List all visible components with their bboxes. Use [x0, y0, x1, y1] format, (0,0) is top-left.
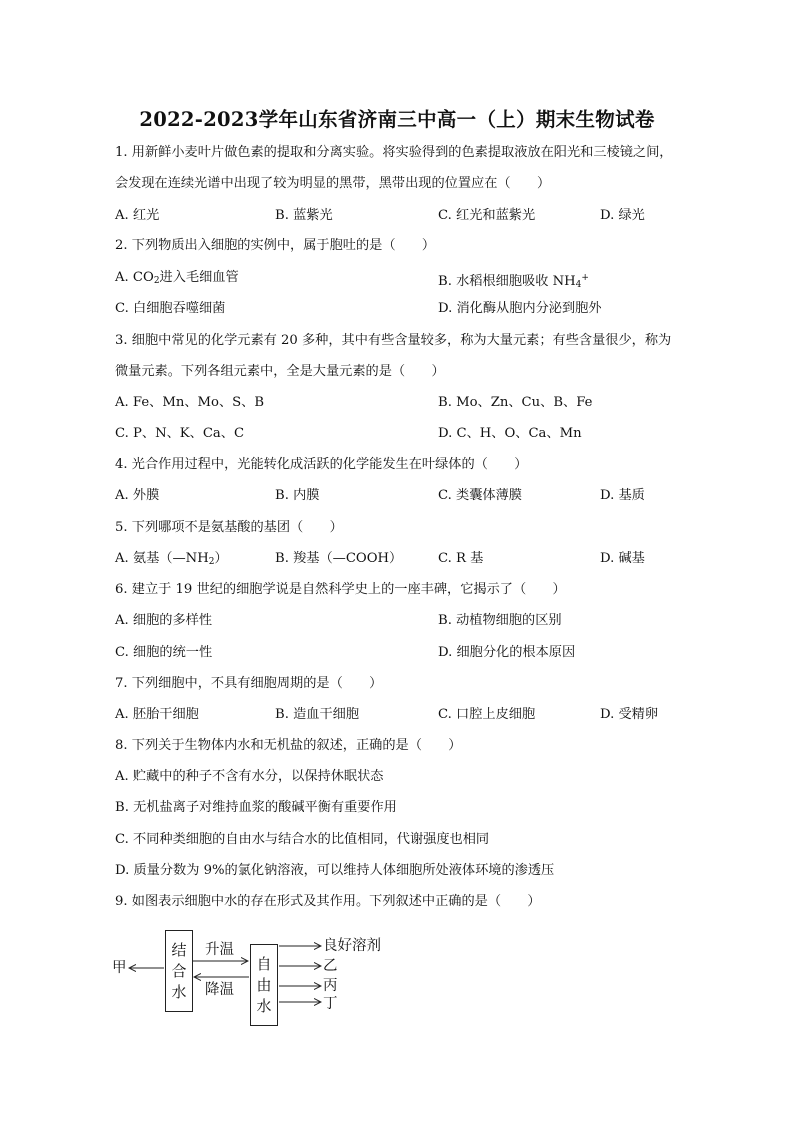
label-bing: 丙 — [323, 978, 338, 994]
q7-option-b: B. 造血干细胞 — [275, 707, 360, 722]
q2-option-c: C. 白细胞吞噬细菌 — [115, 301, 226, 316]
q4-option-c: C. 类囊体薄膜 — [438, 488, 522, 503]
q2-stem: 2. 下列物质出入细胞的实例中，属于胞吐的是（ ） — [115, 238, 436, 253]
q4-option-d: D. 基质 — [600, 488, 645, 503]
q7-option-a: A. 胚胎干细胞 — [115, 707, 199, 722]
q9-stem: 9. 如图表示细胞中水的存在形式及其作用。下列叙述中正确的是（ ） — [115, 894, 541, 909]
q6-option-a: A. 细胞的多样性 — [115, 613, 213, 628]
q1-option-c: C. 红光和蓝紫光 — [438, 208, 536, 223]
q4-option-a: A. 外膜 — [115, 488, 160, 503]
label-cool: 降温 — [205, 982, 234, 998]
water-forms-diagram — [110, 926, 410, 1026]
q3-option-c: C. P、N、K、Ca、C — [115, 426, 245, 441]
q2-option-d: D. 消化酶从胞内分泌到胞外 — [438, 301, 602, 316]
label-yi: 乙 — [323, 958, 338, 974]
label-jia: 甲 — [112, 960, 127, 976]
q5-option-d: D. 碱基 — [600, 551, 645, 566]
q6-stem: 6. 建立于 19 世纪的细胞学说是自然科学史上的一座丰碑，它揭示了（ ） — [115, 582, 566, 597]
label-heat: 升温 — [205, 942, 234, 958]
q6-option-c: C. 细胞的统一性 — [115, 645, 213, 660]
q2-option-b: B. 水稻根细胞吸收 $NH_4^+$ — [438, 273, 589, 290]
q1-stem-line2: 会发现在连续光谱中出现了较为明显的黑带，黑带出现的位置应在（ ） — [115, 176, 551, 191]
q3-stem-line1: 3. 细胞中常见的化学元素有 20 多种，其中有些含量较多，称为大量元素；有些含量很少，称为 — [115, 333, 672, 348]
q7-stem: 7. 下列细胞中，不具有细胞周期的是（ ） — [115, 676, 383, 691]
q5-option-b: B. 羧基（—COOH） — [275, 551, 403, 566]
q7-option-c: C. 口腔上皮细胞 — [438, 707, 536, 722]
q8-option-b: B. 无机盐离子对维持血浆的酸碱平衡有重要作用 — [115, 800, 397, 815]
q1-stem-line1: 1. 用新鲜小麦叶片做色素的提取和分离实验。将实验得到的色素提取液放在阳光和三棱镜之间， — [115, 145, 673, 160]
q4-option-b: B. 内膜 — [275, 488, 320, 503]
q1-option-b: B. 蓝紫光 — [275, 208, 333, 223]
q5-stem: 5. 下列哪项不是氨基酸的基团（ ） — [115, 520, 343, 535]
q4-stem: 4. 光合作用过程中，光能转化成活跃的化学能发生在叶绿体的（ ） — [115, 457, 528, 472]
q5-option-c: C. R 基 — [438, 551, 484, 566]
free-water-box: 自 由 水 — [250, 944, 278, 1026]
q1-option-a: A. 红光 — [115, 208, 160, 223]
q8-option-c: C. 不同种类细胞的自由水与结合水的比值相同，代谢强度也相同 — [115, 832, 490, 847]
q6-option-b: B. 动植物细胞的区别 — [438, 613, 562, 628]
q8-stem: 8. 下列关于生物体内水和无机盐的叙述，正确的是（ ） — [115, 738, 462, 753]
q8-option-a: A. 贮藏中的种子不含有水分，以保持休眠状态 — [115, 769, 384, 784]
label-good-solvent: 良好溶剂 — [323, 938, 381, 954]
q3-stem-line2: 微量元素。下列各组元素中，全是大量元素的是（ ） — [115, 364, 445, 379]
q1-option-d: D. 绿光 — [600, 208, 645, 223]
bound-water-box: 结 合 水 — [165, 930, 193, 1012]
label-ding: 丁 — [323, 996, 338, 1012]
q3-option-a: A. Fe、Mn、Mo、S、B — [115, 395, 265, 410]
q3-option-b: B. Mo、Zn、Cu、B、Fe — [438, 395, 593, 410]
q6-option-d: D. 细胞分化的根本原因 — [438, 645, 576, 660]
q3-option-d: D. C、H、O、Ca、Mn — [438, 426, 582, 441]
page-title: 2022-2023学年山东省济南三中高一（上）期末生物试卷 — [139, 108, 655, 131]
q2-option-a: A. $CO_2$进入毛细血管 — [115, 270, 239, 286]
q5-option-a: A. 氨基$(—NH_2)$ — [115, 551, 228, 567]
q7-option-d: D. 受精卵 — [600, 707, 659, 722]
q8-option-d: D. 质量分数为 9%的氯化钠溶液，可以维持人体细胞所处液体环境的渗透压 — [115, 863, 555, 878]
